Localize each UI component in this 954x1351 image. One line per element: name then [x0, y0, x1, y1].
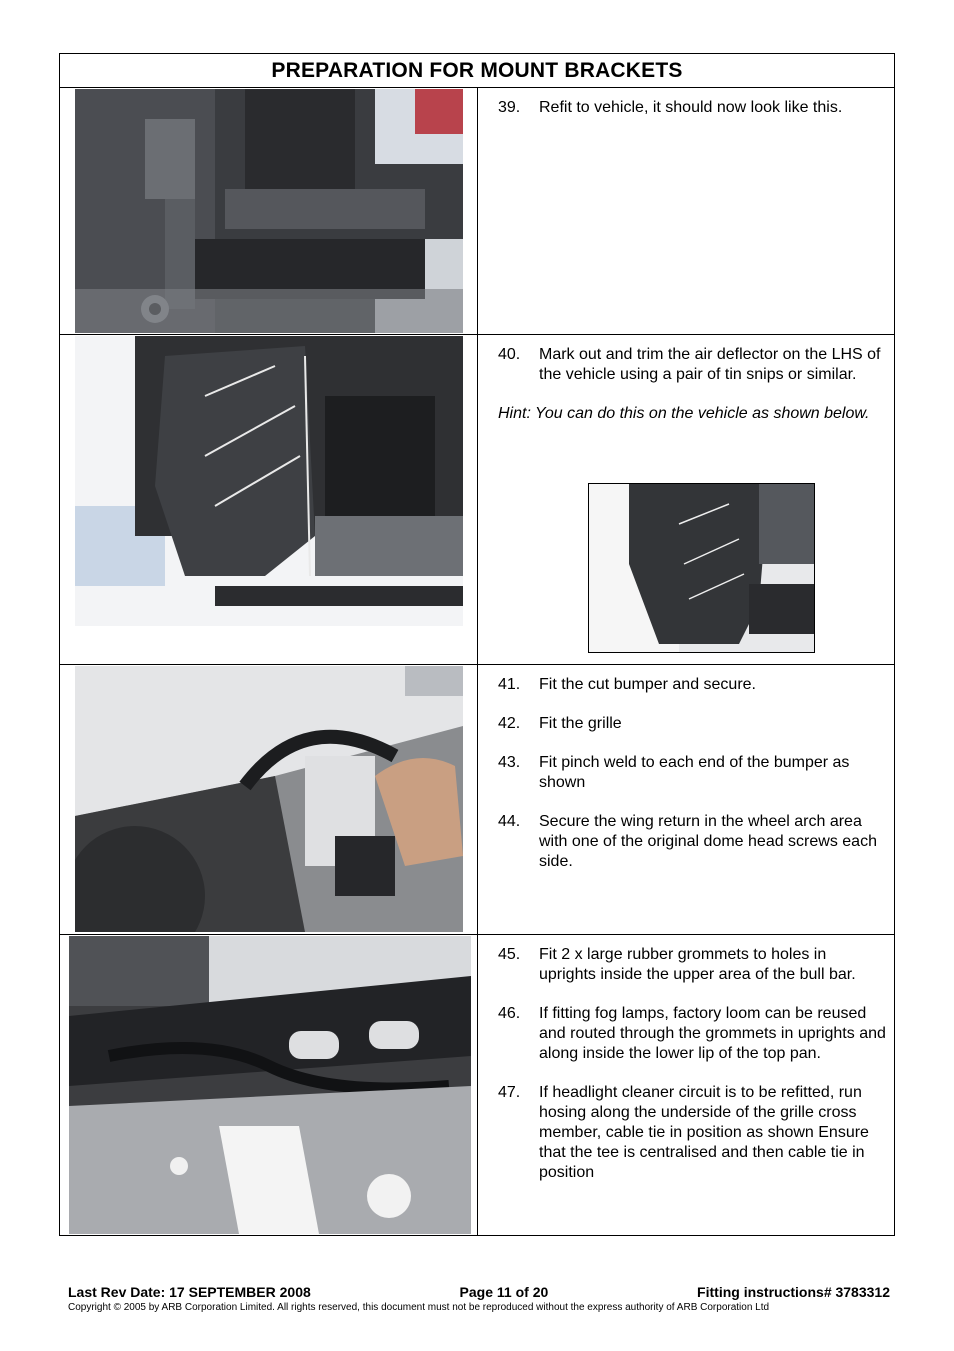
- instruction-table: [59, 53, 895, 1236]
- step-text: Secure the wing return in the wheel arch area with one of the original dome head screws each side.: [539, 813, 877, 870]
- step-row-39: [60, 88, 894, 335]
- page-number: Page 11 of 20: [459, 1284, 549, 1300]
- step-number: 44.: [498, 813, 521, 830]
- cell-divider: [477, 935, 478, 1235]
- photo-grommets-loom: [69, 936, 471, 1234]
- step-number: 40.: [498, 346, 521, 363]
- step-number: 43.: [498, 754, 521, 771]
- step-item: [498, 98, 886, 118]
- footer-info: [68, 1284, 890, 1300]
- step-text-cell: [498, 98, 886, 137]
- step-item: [498, 812, 886, 872]
- cell-divider: [477, 335, 478, 664]
- step-item: [498, 714, 886, 734]
- step-number: 42.: [498, 715, 521, 732]
- photo-refit-vehicle: [75, 89, 463, 333]
- step-item: [498, 345, 886, 385]
- hint-text: Hint: You can do this on the vehicle as shown below.: [498, 405, 870, 422]
- step-text: Fit pinch weld to each end of the bumper as shown: [539, 754, 850, 791]
- step-number: 39.: [498, 99, 521, 116]
- step-text: Fit the grille: [539, 715, 622, 732]
- step-row-45-47: [60, 935, 894, 1235]
- step-row-40: [60, 335, 894, 665]
- rev-date: Last Rev Date: 17 SEPTEMBER 2008: [68, 1284, 311, 1300]
- photo-air-deflector: [75, 336, 463, 626]
- cell-divider: [477, 88, 478, 334]
- photo-bumper-pinch-weld: [75, 666, 463, 932]
- step-text-cell: [498, 675, 886, 891]
- step-number: 46.: [498, 1005, 521, 1022]
- page-footer: [68, 1284, 890, 1313]
- step-text: Fit the cut bumper and secure.: [539, 676, 756, 693]
- step-text: If fitting fog lamps, factory loom can be reused and routed through the grommets in uprights and along inside the lower lip of the top pan.: [539, 1005, 886, 1062]
- step-text: Refit to vehicle, it should now look like this.: [539, 99, 843, 116]
- page-title: PREPARATION FOR MOUNT BRACKETS: [271, 58, 683, 82]
- instruction-number: Fitting instructions# 3783312: [697, 1284, 890, 1300]
- step-item: [498, 1083, 886, 1183]
- step-text: Fit 2 x large rubber grommets to holes in uprights inside the upper area of the bull bar.: [539, 946, 856, 983]
- copyright-notice: Copyright © 2005 by ARB Corporation Limited. All rights reserved, this document must not be reproduced without the express authority of ARB Corporation Ltd: [68, 1302, 770, 1313]
- cell-divider: [477, 665, 478, 934]
- step-text-cell: [498, 345, 886, 443]
- step-text: Mark out and trim the air deflector on the LHS of the vehicle using a pair of tin snips or similar.: [539, 346, 881, 383]
- step-number: 47.: [498, 1084, 521, 1101]
- step-item: [498, 1004, 886, 1064]
- step-row-41-44: [60, 665, 894, 935]
- step-number: 41.: [498, 676, 521, 693]
- step-item: [498, 753, 886, 793]
- title-row: [60, 54, 894, 88]
- step-number: 45.: [498, 946, 521, 963]
- photo-deflector-on-vehicle: [588, 483, 815, 653]
- step-item: [498, 945, 886, 985]
- step-item: [498, 675, 886, 695]
- step-text: If headlight cleaner circuit is to be refitted, run hosing along the underside of the grille cross member, cable tie in position as shown Ensure that the tee is centralised and then cable tie in position: [539, 1084, 869, 1181]
- step-text-cell: [498, 945, 886, 1202]
